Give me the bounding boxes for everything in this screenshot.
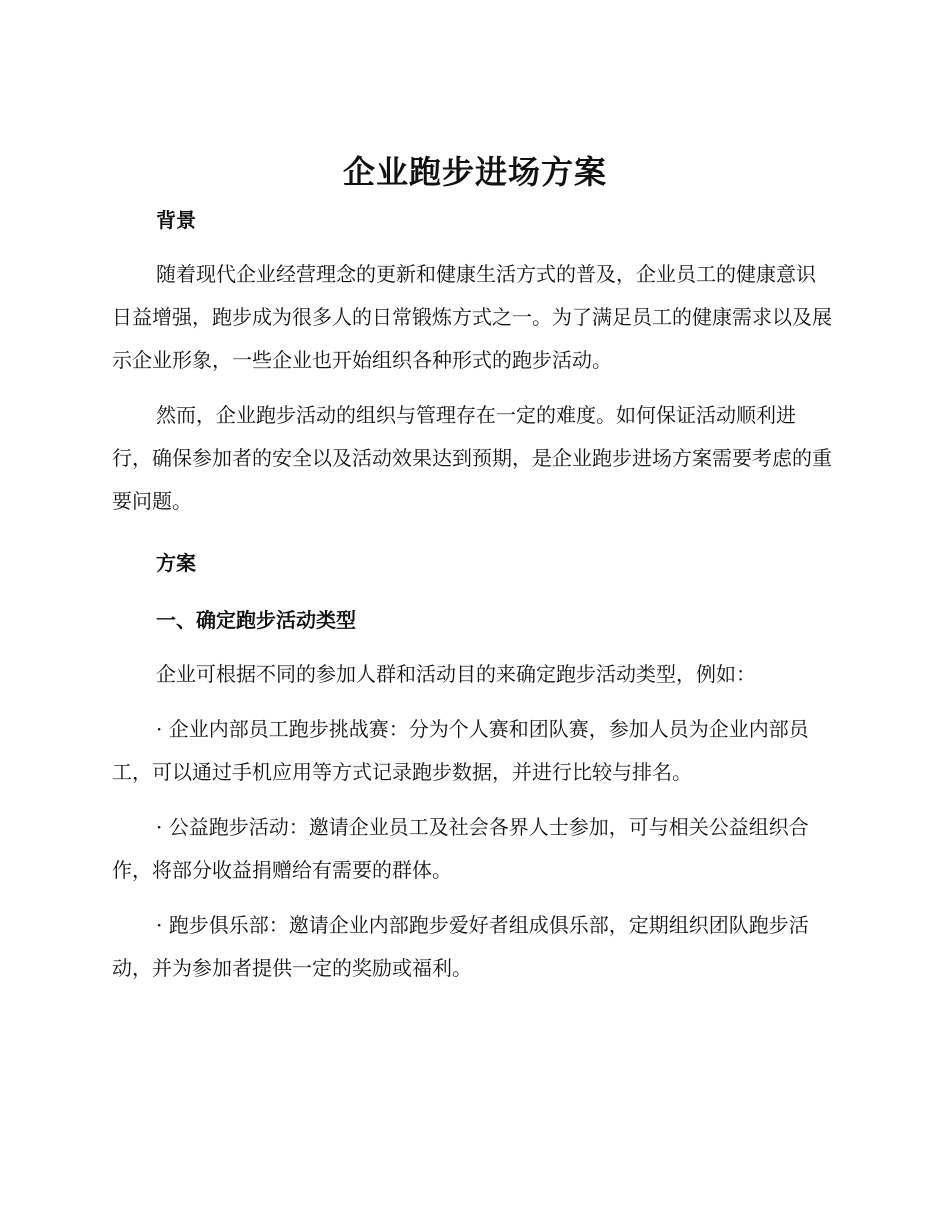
subheading-activity-types: 一、确定跑步活动类型 <box>156 608 356 632</box>
section-heading-plan: 方案 <box>156 551 196 575</box>
section-heading-background: 背景 <box>156 208 196 232</box>
document-body <box>112 196 832 990</box>
paragraph-plan-intro: 企业可根据不同的参加人群和活动目的来确定跑步活动类型，例如： <box>156 662 756 686</box>
list-item-running-club: · 跑步俱乐部：邀请企业内部跑步爱好者组成俱乐部，定期组织团队跑步活动，并为参加者提供一定的奖励或福利。 <box>112 913 809 980</box>
paragraph-background-1: 随着现代企业经营理念的更新和健康生活方式的普及，企业员工的健康意识日益增强，跑步成为很多人的日常锻炼方式之一。为了满足员工的健康需求以及展示企业形象，一些企业也开始组织各种形式的跑步活动。 <box>112 262 832 372</box>
page-title: 企业跑步进场方案 <box>342 153 607 191</box>
list-item-employee-challenge: · 企业内部员工跑步挑战赛：分为个人赛和团队赛，参加人员为企业内部员工，可以通过手机应用等方式记录跑步数据，并进行比较与排名。 <box>112 717 809 784</box>
list-item-charity-run: · 公益跑步活动：邀请企业员工及社会各界人士参加，可与相关公益组织合作，将部分收益捐赠给有需要的群体。 <box>112 815 809 882</box>
paragraph-background-2: 然而，企业跑步活动的组织与管理存在一定的难度。如何保证活动顺利进行，确保参加者的安全以及活动效果达到预期，是企业跑步进场方案需要考虑的重要问题。 <box>112 403 832 513</box>
